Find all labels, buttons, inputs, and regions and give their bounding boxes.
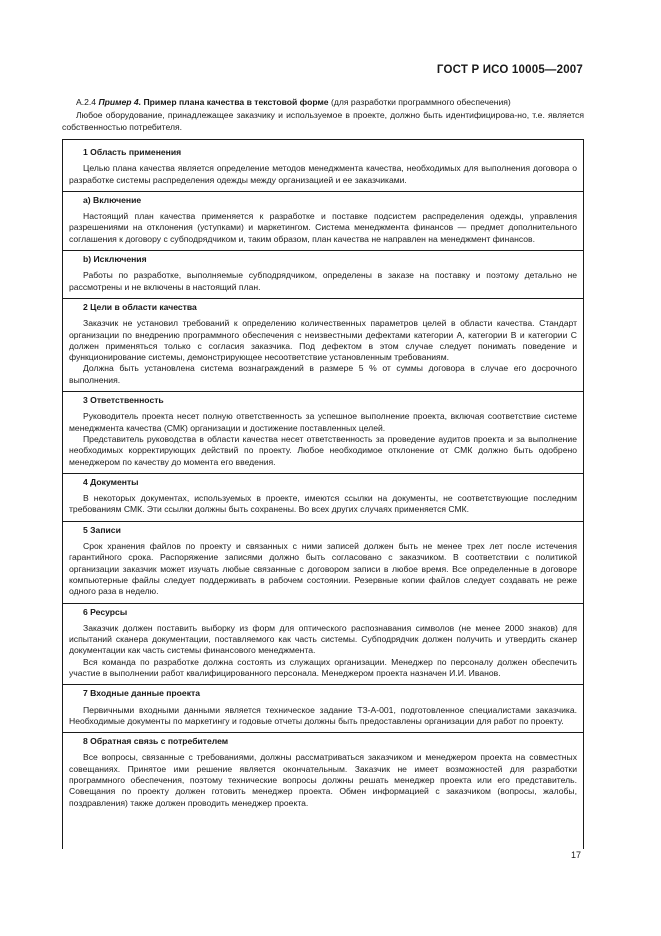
section-heading: b) Исключения [83,254,147,265]
plan-section [63,395,583,474]
section-heading: 1 Область применения [83,147,182,157]
plan-section [63,302,583,392]
clause-number: A.2.4 [76,97,97,107]
section-paragraph: Заказчик не установил требований к определению количественных параметров целей в области качества. Стандарт организации по внедрению программного обеспечения с неизвестными дефектами категории А, категории В и категории С должен применяться только с согласия заказчика. Под дефектом в этом случае следует понимать поведение и функционирование системы, демонстрирующее несоответствие установленным требованиям. [69,318,577,363]
document-code: ГОСТ Р ИСО 10005—2007 [436,64,583,76]
section-heading: 2 Цели в области качества [83,301,197,312]
section-paragraph: Руководитель проекта несет полную ответственность за успешное выполнение проекта, включая соответствие системе менеджмента качества (СМК) организации и достижение поставленных целей. [69,411,577,433]
plan-section [63,688,583,733]
section-paragraph: Вся команда по разработке должна состоять из служащих организации. Менеджер по персоналу должен обеспечить участие в выполнении работ квалифицированного персонала. Менеджером проекта назначен И.И. Иванов. [69,656,577,678]
section-heading: 3 Ответственность [83,395,164,406]
section-heading: 4 Документы [83,476,139,487]
section-heading: 6 Ресурсы [83,606,128,617]
plan-section [63,607,583,686]
section-paragraph: Заказчик должен поставить выборку из форм для оптического распознавания символов (не менее 2000 знаков) для испытаний сканера документации, поставляемого как часть системы. Субподрядчик должен получить и утвердить сканер документации как часть системы финансового менеджмента. [69,622,577,656]
page-number: 17 [570,850,581,860]
section-paragraph: Работы по разработке, выполняемые субподрядчиком, определены в заказе на поставку и поэтому детально не рассмотрены и не включены в настоящий план. [69,270,577,292]
intro-title-line [62,96,584,109]
section-paragraph: Представитель руководства в области качества несет ответственность за проведение аудитов проекта и за выполнение необходимых корректирующих действий по проекту. Любое необходимое отклонение от СМК должно быть одобрено менеджером по качеству до момента его введения. [69,433,577,467]
plan-section [63,525,583,604]
intro-block [62,96,584,134]
plan-section [63,147,583,192]
plan-section [63,477,583,522]
section-paragraph: Целью плана качества является определение методов менеджмента качества, необходимых для выполнения договора о разработке системы распределения одежды между организацией и ее заказчиками. [69,163,577,185]
section-paragraph: В некоторых документах, используемых в проекте, имеются ссылки на документы, не соответствующие последним требованиям СМК. Эти ссылки должны быть сохранены. Во всех других случаях применяется СМК. [69,493,577,515]
example-title: Пример плана качества в текстовой форме [143,97,329,107]
example-title-note: (для разработки программного обеспечения) [330,97,511,107]
section-paragraph: Настоящий план качества применяется к разработке и поставке подсистем распределения одежды, управления разрешениями на отклонения (уступками) и маркетингом. Система менеджмента финансов — предмет дополнительного соглашения к договору с субподрядчиком и, таким образом, план качества не направлен на менеджмент финансов. [69,211,577,244]
plan-section [63,195,583,251]
section-paragraph: Первичными входными данными является техническое задание ТЗ-А-001, подготовленное специалистами заказчика. Необходимые документы по маркетингу и годовые отчеты должны быть предоставлены организации для работ по проекту. [69,704,577,726]
plan-section [63,254,583,299]
quality-plan-frame [62,139,584,849]
section-paragraph: Срок хранения файлов по проекту и связанных с ними записей должен быть не менее трех лет после истечения гарантийного срока. Распоряжение записями должно быть согласовано с заказчиком. В соответствии с политикой организации заказчик может изучать любые связанные с договором записи в любое время. Все определенные в договоре компьютерные файлы следует поддерживать в рабочем состоянии. Резервные копии файлов следует создавать не реже одного раза в неделю. [69,541,577,597]
section-heading: 8 Обратная связь с потребителем [83,736,229,747]
plan-section [63,736,583,814]
section-paragraph: Должна быть установлена система вознаграждений в размере 5 % от суммы договора в случае его досрочного выполнения. [69,363,577,385]
section-heading: a) Включение [83,194,142,205]
section-paragraph: Все вопросы, связанные с требованиями, должны рассматриваться заказчиком и менеджером проекта на совместных совещаниях. Принятое ими решение является окончательным. Заказчик не имеет возможностей для разработки программного обеспечения, поэтому технические вопросы должны решать менеджер проекта или его представитель. Совещания по проекту должен готовить менеджер проекта. Обмен информацией с заказчиком (вопросы, жалобы, поздравления) также должен проводить менеджер проекта. [69,752,577,808]
section-heading: 5 Записи [83,524,121,535]
section-heading: 7 Входные данные проекта [83,688,200,699]
intro-paragraph: Любое оборудование, принадлежащее заказчику и используемое в проекте, должно быть идентифицирова-но, т.е. является собственностью потребителя. [62,109,584,133]
example-label: Пример 4. [98,97,142,107]
